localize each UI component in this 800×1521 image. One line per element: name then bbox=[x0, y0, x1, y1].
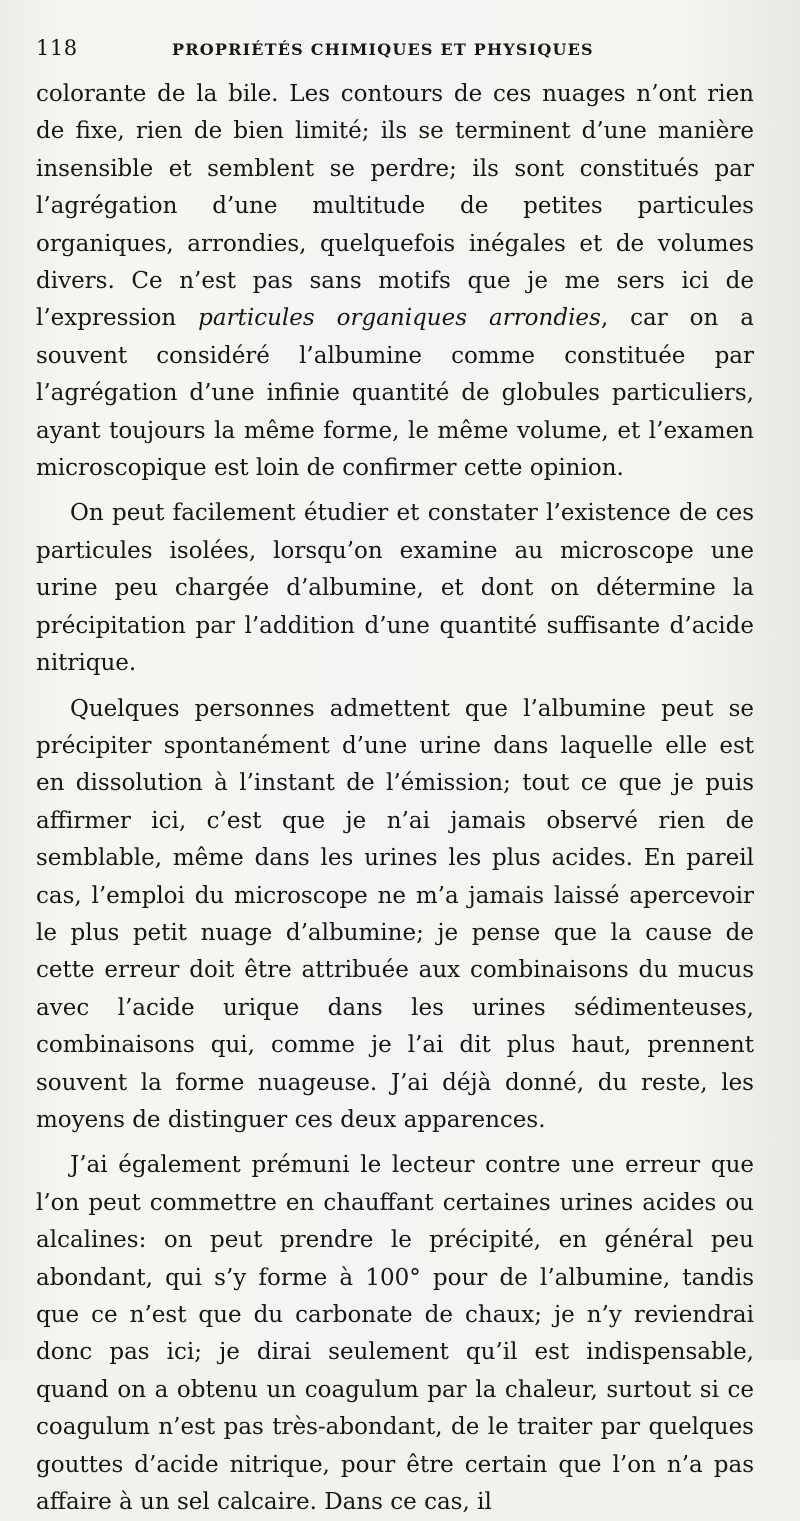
italic-phrase: particules organiques arrondies bbox=[198, 305, 601, 332]
paragraph-1-text-after: , car on a souvent considéré l’albumine comme constituée par l’agrégation d’une infinie quantité de globules particuliers, ayant toujours la même forme, le même volume, et l’examen microscopique est loin de confirmer cette opinion. bbox=[36, 305, 754, 482]
paragraph-1-text-before: colorante de la bile. Les contours de ces nuages n’ont rien de fixe, rien de bien limité; ils se terminent d’une manière insensible et semblent se perdre; ils sont constitués par l’agrégation d’une multitude de petites particules organiques, arrondies, quelquefois inégales et de volumes divers. Ce n’est pas sans motifs que je me sers ici de l’expression bbox=[36, 81, 754, 332]
paragraph-4: J’ai également prémuni le lecteur contre une erreur que l’on peut commettre en chauffant certaines urines acides ou alcalines: on peut prendre le précipité, en général peu abondant, qui s’y forme à 100° pour de l’albumine, tandis que ce n’est que du carbonate de chaux; je n’y reviendrai donc pas ici; je dirai seulement qu’il est indispensable, quand on a obtenu un coagulum par la chaleur, surtout si ce coagulum n’est pas très-abondant, de le traiter par quelques gouttes d’acide nitrique, pour être certain que l’on n’a pas affaire à un sel calcaire. Dans ce cas, il bbox=[36, 1152, 754, 1516]
paragraph-3: Quelques personnes admettent que l’albumine peut se précipiter spontanément d’une urine dans laquelle elle est en dissolution à l’instant de l’émission; tout ce que je puis affirmer ici, c’est que je n’ai jamais observé rien de semblable, même dans les urines les plus acides. En pareil cas, l’emploi du microscope ne m’a jamais laissé apercevoir le plus petit nuage d’albumine; je pense que la cause de cette erreur doit être attribuée aux combinaisons du mucus avec l’acide urique dans les urines sédimenteuses, combinaisons qui, comme je l’ai dit plus haut, prennent souvent la forme nuageuse. J’ai déjà donné, du reste, les moyens de distinguer ces deux apparences. bbox=[36, 695, 754, 1133]
running-head: PROPRIÉTÉS CHIMIQUES ET PHYSIQUES bbox=[172, 40, 594, 59]
paragraph-2: On peut facilement étudier et constater l’existence de ces particules isolées, lorsqu’on examine au microscope une urine peu chargée d’albumine, et dont on détermine la précipitation par l’addition d’une quantité suffisante d’acide nitrique. bbox=[36, 500, 754, 677]
page-number: 118 bbox=[36, 36, 78, 60]
body-text bbox=[36, 76, 754, 1521]
page-header bbox=[36, 36, 754, 76]
paragraph-1 bbox=[36, 76, 754, 487]
